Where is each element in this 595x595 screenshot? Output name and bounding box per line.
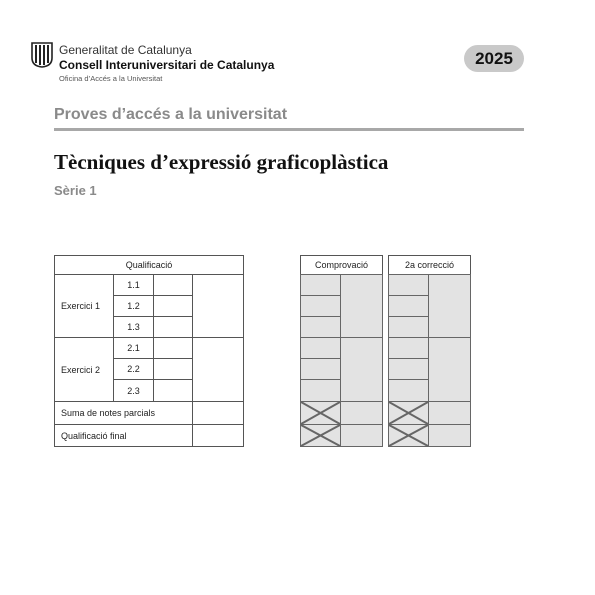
second-item-field[interactable] xyxy=(388,316,429,338)
council-name: Consell Interuniversitari de Catalunya xyxy=(59,58,275,72)
second-item-field[interactable] xyxy=(388,379,429,402)
second-crossed-cell xyxy=(388,424,429,447)
second-final-field[interactable] xyxy=(428,424,471,447)
grades-table-header: Qualificació xyxy=(54,255,244,275)
final-grade-label: Qualificació final xyxy=(54,424,193,447)
check-item-field[interactable] xyxy=(300,295,341,317)
item-1-1-label: 1.1 xyxy=(113,274,154,296)
item-2-1-score-field[interactable] xyxy=(153,337,193,359)
cross-out-icon xyxy=(301,402,340,424)
item-1-3-label: 1.3 xyxy=(113,316,154,338)
second-exercise-2-total[interactable] xyxy=(428,337,471,402)
exercise-1-label: Exercici 1 xyxy=(54,274,114,338)
item-2-2-score-field[interactable] xyxy=(153,358,193,380)
check-final-field[interactable] xyxy=(340,424,383,447)
final-grade-field[interactable] xyxy=(192,424,244,447)
item-2-2-label: 2.2 xyxy=(113,358,154,380)
second-item-field[interactable] xyxy=(388,295,429,317)
check-item-field[interactable] xyxy=(300,358,341,380)
cross-out-icon xyxy=(389,402,428,424)
item-1-1-score-field[interactable] xyxy=(153,274,193,296)
check-item-field[interactable] xyxy=(300,316,341,338)
check-exercise-2-total[interactable] xyxy=(340,337,383,402)
second-crossed-cell xyxy=(388,401,429,425)
check-table-header: Comprovació xyxy=(300,255,383,275)
check-item-field[interactable] xyxy=(300,274,341,296)
second-item-field[interactable] xyxy=(388,337,429,359)
second-item-field[interactable] xyxy=(388,274,429,296)
check-item-field[interactable] xyxy=(300,379,341,402)
item-2-1-label: 2.1 xyxy=(113,337,154,359)
item-1-3-score-field[interactable] xyxy=(153,316,193,338)
organization-name: Generalitat de Catalunya xyxy=(59,43,192,57)
header-divider xyxy=(54,128,524,131)
sum-partial-label: Suma de notes parcials xyxy=(54,401,193,425)
item-2-3-label: 2.3 xyxy=(113,379,154,402)
second-exercise-1-total[interactable] xyxy=(428,274,471,338)
exercise-2-total-field[interactable] xyxy=(192,337,244,402)
generalitat-logo-icon xyxy=(30,42,54,68)
exam-series-title: Proves d’accés a la universitat xyxy=(54,106,288,123)
check-sum-field[interactable] xyxy=(340,401,383,425)
item-1-2-label: 1.2 xyxy=(113,295,154,317)
year-badge: 2025 xyxy=(464,45,524,72)
check-crossed-cell xyxy=(300,401,341,425)
cross-out-icon xyxy=(301,425,340,446)
check-item-field[interactable] xyxy=(300,337,341,359)
page-title: Tècniques d’expressió graficoplàstica xyxy=(54,150,389,174)
office-name: Oficina d’Accés a la Universitat xyxy=(59,74,163,83)
item-1-2-score-field[interactable] xyxy=(153,295,193,317)
check-crossed-cell xyxy=(300,424,341,447)
second-sum-field[interactable] xyxy=(428,401,471,425)
serie-label: Sèrie 1 xyxy=(54,183,97,198)
check-exercise-1-total[interactable] xyxy=(340,274,383,338)
cross-out-icon xyxy=(389,425,428,446)
second-correction-header: 2a correcció xyxy=(388,255,471,275)
sum-partial-field[interactable] xyxy=(192,401,244,425)
exercise-1-total-field[interactable] xyxy=(192,274,244,338)
item-2-3-score-field[interactable] xyxy=(153,379,193,402)
exercise-2-label: Exercici 2 xyxy=(54,337,114,402)
second-item-field[interactable] xyxy=(388,358,429,380)
